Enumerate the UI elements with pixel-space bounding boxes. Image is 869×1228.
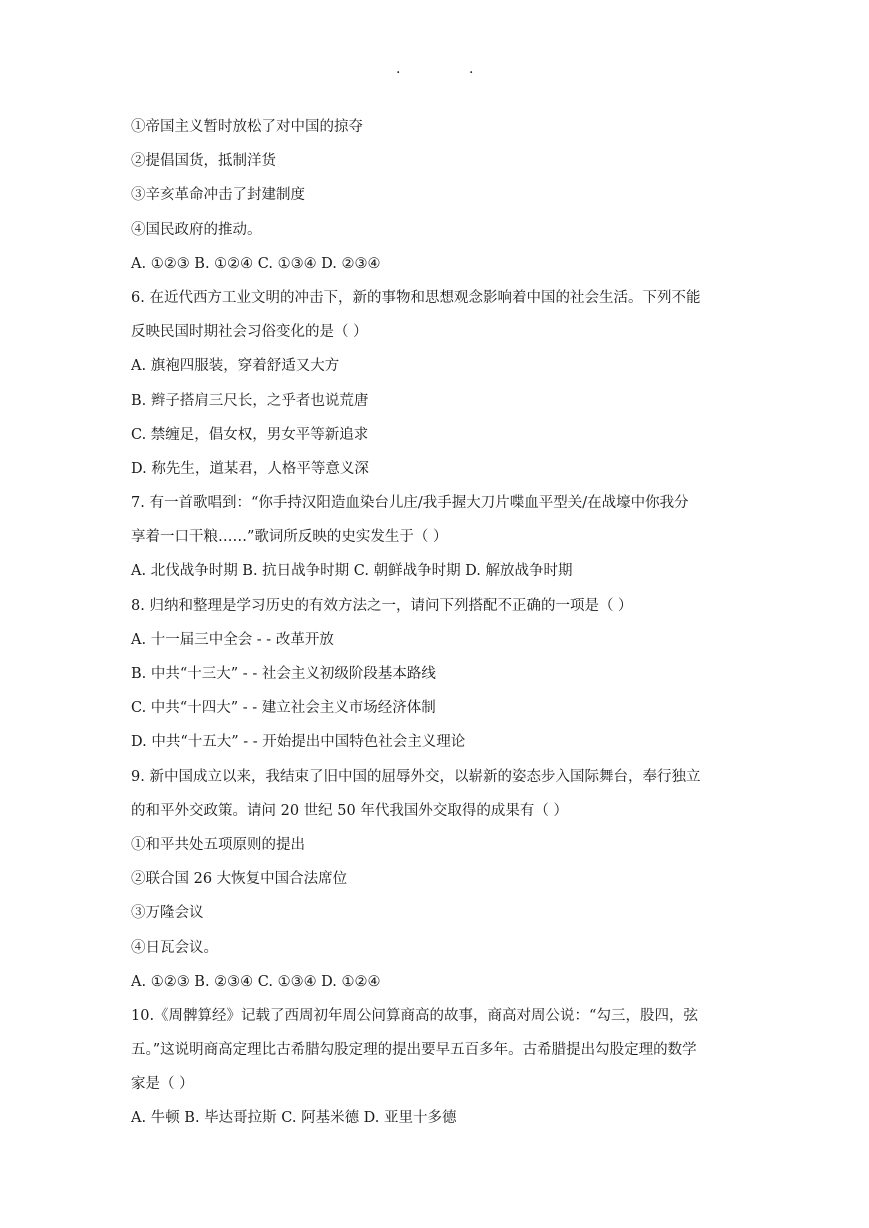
option-line: ④国民政府的推动。 (131, 221, 262, 238)
answer-choice: A. 旗袍四服装，穿着舒适又大方 (131, 358, 340, 375)
question-7-text: 享着一口干粮……”歌词所反映的史实发生于（ ） (131, 529, 448, 546)
header-dot-left: . (396, 61, 401, 77)
question-8-text: 8. 归纳和整理是学习历史的有效方法之一，请问下列搭配不正确的一项是（ ） (131, 597, 633, 614)
question-10-text: 10.《周髀算经》记载了西周初年周公问算商高的故事，商高对周公说：“勾三，股四，弦 (131, 1007, 698, 1024)
answer-choices: A. ①②③ B. ①②④ C. ①③④ D. ②③④ (131, 255, 381, 272)
answer-choices: A. 北伐战争时期 B. 抗日战争时期 C. 朝鲜战争时期 D. 解放战争时期 (131, 563, 573, 580)
question-10-text: 五。”这说明商高定理比古希腊勾股定理的提出要早五百多年。古希腊提出勾股定理的数学 (131, 1042, 697, 1059)
answer-choice: B. 辫子搭肩三尺长，之乎者也说荒唐 (131, 392, 369, 409)
answer-choice: B. 中共“十三大” - - 社会主义初级阶段基本路线 (131, 666, 436, 682)
answer-choice: A. 十一届三中全会 - - 改革开放 (131, 631, 334, 648)
question-6-text: 反映民国时期社会习俗变化的是（ ） (131, 324, 368, 341)
question-10-text: 家是（ ） (131, 1076, 194, 1093)
option-line: ①帝国主义暂时放松了对中国的掠夺 (131, 119, 363, 135)
option-line: ③辛亥革命冲击了封建制度 (131, 187, 305, 204)
question-7-text: 7. 有一首歌唱到：“你手持汉阳造血染台儿庄/我手握大刀片喋血平型关/在战壕中你我分 (131, 495, 689, 512)
option-line: ②提倡国货，抵制洋货 (131, 153, 276, 170)
question-9-text: 9. 新中国成立以来，我结束了旧中国的屈辱外交，以崭新的姿态步入国际舞台，奉行独立 (131, 768, 701, 785)
option-line: ④日瓦会议。 (131, 939, 218, 956)
question-9-text: 的和平外交政策。请问 20 世纪 50 年代我国外交取得的成果有（ ） (131, 802, 568, 819)
answer-choice: D. 中共“十五大” - - 开始提出中国特色社会主义理论 (131, 734, 466, 751)
header-dot-right: . (469, 61, 474, 77)
option-line: ①和平共处五项原则的提出 (131, 836, 305, 853)
answer-choice: C. 禁缠足，倡女权，男女平等新追求 (131, 426, 369, 443)
answer-choices: A. ①②③ B. ②③④ C. ①③④ D. ①②④ (131, 973, 381, 990)
answer-choice: C. 中共“十四大” - - 建立社会主义市场经济体制 (131, 700, 436, 717)
header-marks (0, 62, 869, 76)
option-line: ②联合国 26 大恢复中国合法席位 (131, 871, 348, 888)
question-6-text: 6. 在近代西方工业文明的冲击下，新的事物和思想观念影响着中国的社会生活。下列不能 (131, 289, 701, 306)
option-line: ③万隆会议 (131, 905, 204, 922)
answer-choices: A. 牛顿 B. 毕达哥拉斯 C. 阿基米德 D. 亚里十多德 (131, 1110, 457, 1127)
document-body (131, 110, 751, 1136)
answer-choice: D. 称先生，道某君，人格平等意义深 (131, 460, 369, 477)
